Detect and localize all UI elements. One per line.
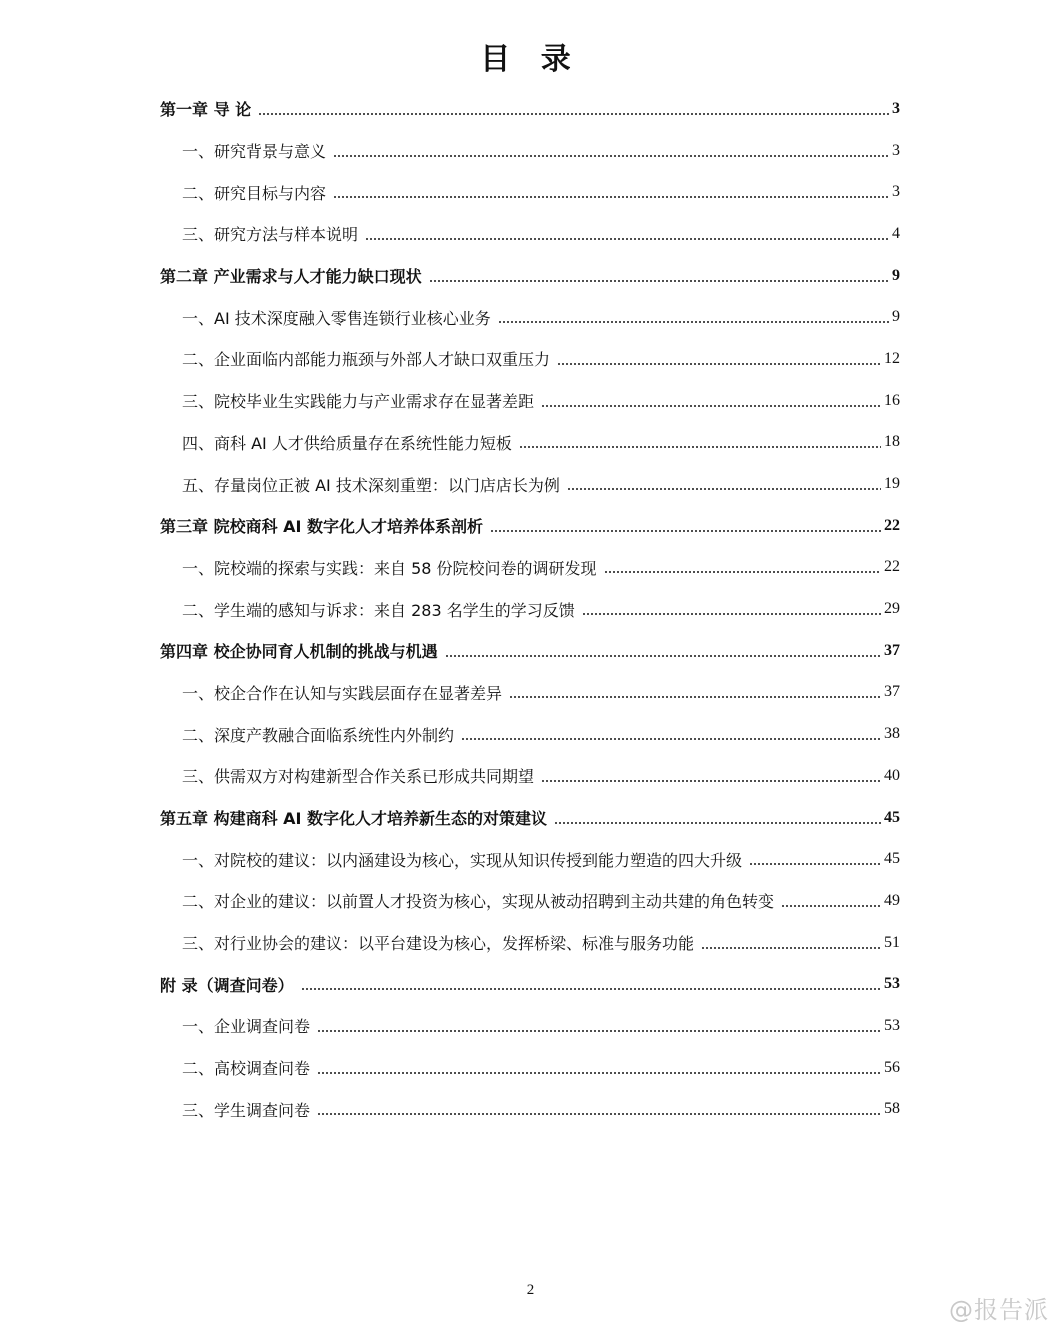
toc-section-entry[interactable] [160,588,900,630]
dot-leader [317,1030,881,1032]
toc-entry-page: 49 [884,891,900,909]
toc-entry-title: 二、深度产教融合面临系统性内外制约 [182,725,455,745]
toc-entry-page: 4 [892,224,900,242]
toc-entry-page: 56 [884,1058,900,1076]
toc-entry-title: 一、院校端的探索与实践：来自 58 份院校问卷的调研发现 [182,558,597,578]
toc-entry-title: 三、院校毕业生实践能力与产业需求存在显著差距 [182,392,535,412]
toc-entry-title: 三、研究方法与样本说明 [182,225,359,245]
toc-entry-page: 19 [884,475,900,493]
toc-entry-page: 9 [892,266,900,284]
toc-entry-page: 51 [884,933,900,951]
toc-section-entry[interactable] [160,547,900,589]
toc-section-entry[interactable] [160,130,900,172]
toc-entry-title: 一、研究背景与意义 [182,142,327,162]
toc-entry-page: 58 [884,1100,900,1118]
toc-section-entry[interactable] [160,672,900,714]
dot-leader [317,1072,881,1074]
toc-section-entry[interactable] [160,338,900,380]
dot-leader [554,822,881,824]
toc-entry-title: 三、供需双方对构建新型合作关系已形成共同期望 [182,767,535,787]
toc-section-entry[interactable] [160,1047,900,1089]
toc-section-entry[interactable] [160,171,900,213]
toc-entry-title: 二、学生端的感知与诉求：来自 283 名学生的学习反馈 [182,600,575,620]
dot-leader [582,613,881,615]
toc-entry-title: 二、企业面临内部能力瓶颈与外部人才缺口双重压力 [182,350,551,370]
toc-entry-title: 一、企业调查问卷 [182,1017,311,1037]
dot-leader [749,863,881,865]
dot-leader [317,1113,881,1115]
dot-leader [541,405,881,407]
dot-leader [429,280,889,282]
dot-leader [557,363,881,365]
toc-entry-title: 二、高校调查问卷 [182,1059,311,1079]
toc-chapter-entry[interactable] [160,797,900,839]
toc-entry-page: 3 [892,141,900,159]
dot-leader [541,780,881,782]
toc-entry-title: 二、研究目标与内容 [182,183,327,203]
toc-chapter-entry[interactable] [160,88,900,130]
dot-leader [781,905,881,907]
toc-entry-page: 40 [884,766,900,784]
dot-leader [333,196,889,198]
toc-entry-page: 3 [892,99,900,117]
toc-chapter-entry[interactable] [160,255,900,297]
toc-section-entry[interactable] [160,1089,900,1131]
toc-entry-title: 一、对院校的建议：以内涵建设为核心，实现从知识传授到能力塑造的四大升级 [182,850,743,870]
toc-entry-title: 第四章 校企协同育人机制的挑战与机遇 [160,642,438,662]
toc-section-entry[interactable] [160,296,900,338]
toc-entry-page: 37 [884,641,900,659]
toc-entry-page: 9 [892,308,900,326]
toc-entry-title: 第三章 院校商科 AI 数字化人才培养体系剖析 [160,517,484,537]
toc-chapter-entry[interactable] [160,630,900,672]
toc-entry-page: 3 [892,183,900,201]
toc-section-entry[interactable] [160,1005,900,1047]
toc-entry-page: 45 [884,808,900,826]
toc-entry-page: 18 [884,433,900,451]
toc-entry-page: 38 [884,725,900,743]
dot-leader [701,947,881,949]
toc-entry-page: 29 [884,600,900,618]
watermark: @报告派 [949,1296,1049,1324]
toc-entry-page: 12 [884,349,900,367]
toc-entry-title: 五、存量岗位正被 AI 技术深刻重塑：以门店店长为例 [182,475,560,495]
page-title: 目 录 [480,42,581,77]
dot-leader [445,655,881,657]
toc-entry-title: 四、商科 AI 人才供给质量存在系统性能力短板 [182,433,512,453]
dot-leader [567,488,881,490]
toc-entry-title: 二、对企业的建议：以前置人才投资为核心，实现从被动招聘到主动共建的角色转变 [182,892,775,912]
toc-section-entry[interactable] [160,755,900,797]
toc-section-entry[interactable] [160,422,900,464]
dot-leader [365,238,889,240]
toc-entry-page: 53 [884,1016,900,1034]
dot-leader [490,530,881,532]
table-of-contents [160,88,900,1130]
toc-entry-title: 第二章 产业需求与人才能力缺口现状 [160,267,422,287]
toc-section-entry[interactable] [160,838,900,880]
toc-section-entry[interactable] [160,463,900,505]
toc-entry-title: 三、对行业协会的建议：以平台建设为核心，发挥桥梁、标准与服务功能 [182,934,695,954]
toc-entry-title: 附 录（调查问卷） [160,975,294,995]
dot-leader [604,571,881,573]
toc-entry-page: 37 [884,683,900,701]
toc-entry-page: 45 [884,850,900,868]
dot-leader [258,113,889,115]
dot-leader [498,321,889,323]
toc-entry-title: 第一章 导 论 [160,100,252,120]
toc-section-entry[interactable] [160,880,900,922]
dot-leader [461,738,881,740]
dot-leader [301,988,881,990]
toc-entry-title: 一、校企合作在认知与实践层面存在显著差异 [182,683,503,703]
page-number: 2 [526,1282,535,1298]
toc-entry-page: 53 [884,975,900,993]
dot-leader [333,155,889,157]
toc-section-entry[interactable] [160,213,900,255]
toc-entry-page: 16 [884,391,900,409]
toc-section-entry[interactable] [160,380,900,422]
toc-entry-page: 22 [884,516,900,534]
toc-chapter-entry[interactable] [160,963,900,1005]
dot-leader [519,446,881,448]
toc-entry-title: 第五章 构建商科 AI 数字化人才培养新生态的对策建议 [160,809,548,829]
toc-entry-page: 22 [884,558,900,576]
toc-section-entry[interactable] [160,713,900,755]
toc-entry-title: 三、学生调查问卷 [182,1100,311,1120]
toc-entry-title: 一、AI 技术深度融入零售连锁行业核心业务 [182,308,491,328]
dot-leader [509,696,881,698]
toc-section-entry[interactable] [160,922,900,964]
toc-chapter-entry[interactable] [160,505,900,547]
